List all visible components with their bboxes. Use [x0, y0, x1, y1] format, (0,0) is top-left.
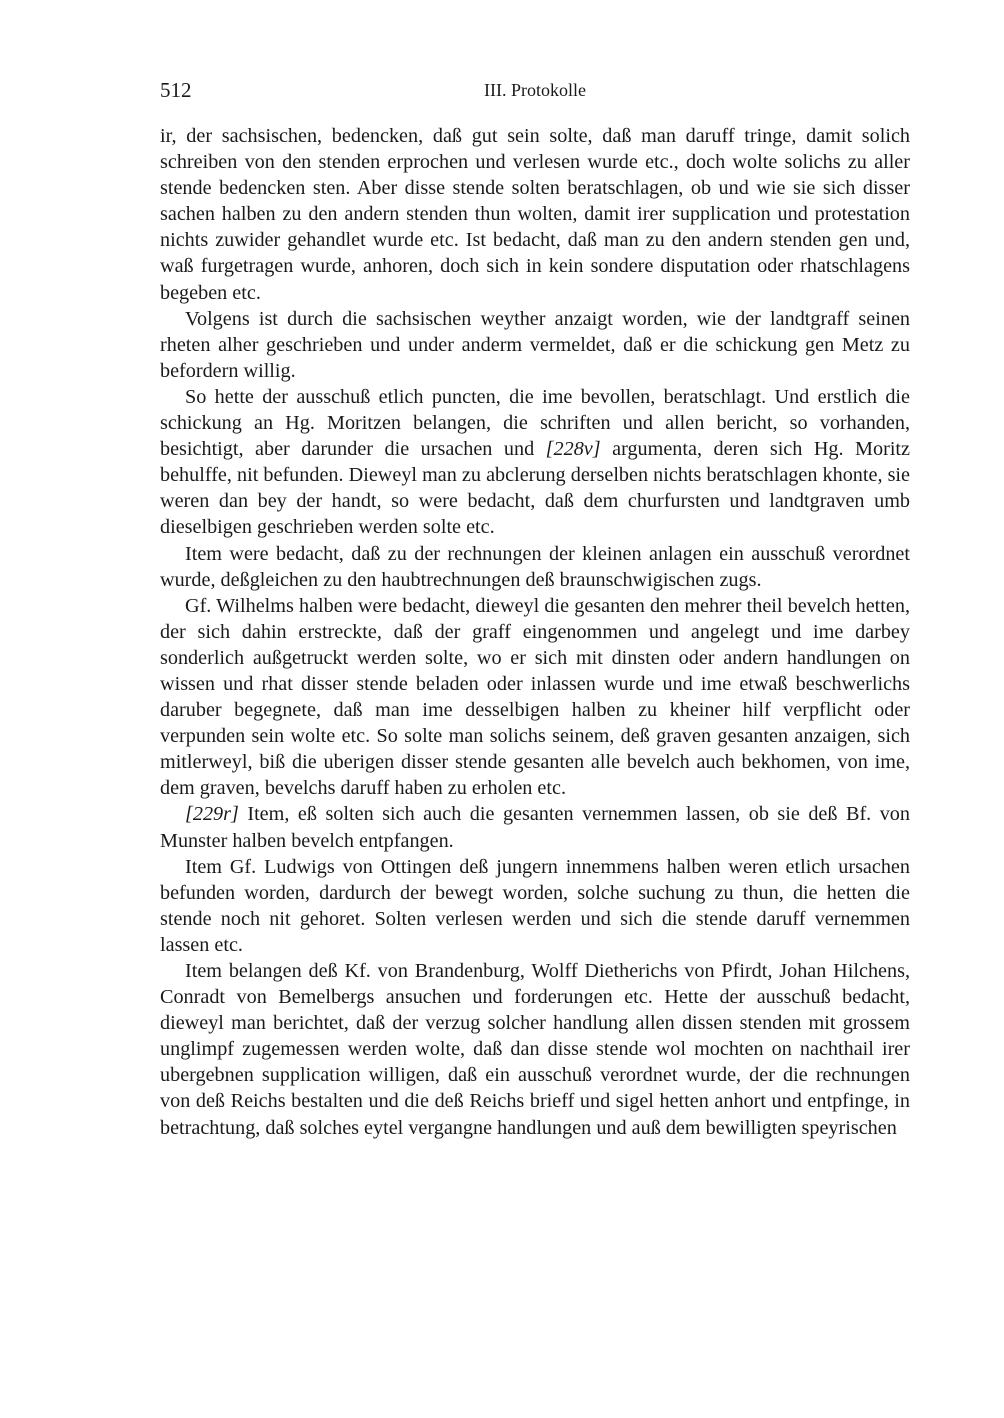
paragraph-text: argumenta, deren sich Hg. Moritz behulffe, nit befunden. Dieweyl man zu abclerung derselben nichts beratschlagen khonte, sie weren dan bey der handt, so were bedacht, daß dem churfursten und landtgraven umb dieselbigen geschrieben werden solte etc.: [160, 438, 911, 539]
document-page: [160, 78, 910, 1141]
body-text: [160, 123, 910, 1141]
folio-marker: [228v]: [545, 438, 601, 461]
paragraph-text: Volgens ist durch die sachsischen weyther anzaigt worden, wie der landtgraff seinen rheten alher geschrieben und under anderm vermeldet, daß er die schickung gen Metz zu befordern willig.: [160, 307, 910, 382]
paragraph-text: Item Gf. Ludwigs von Ottingen deß jungern innemmens halben weren etlich ursachen befunden worden, dardurch der bewegt worden, solche suchung zu thun, die hetten die stende noch nit gehoret. Solten verlesen werden und sich die stende daruff vernemmen lassen etc.: [160, 855, 910, 956]
paragraph-text: Gf. Wilhelms halben were bedacht, dieweyl die gesanten den mehrer theil bevelch hetten, der sich dahin erstreckte, daß der graff eingenommen und angelegt und ime darbey sonderlich außgetruckt werden solte, wo er sich mit dinsten oder andern handlungen on wissen und rhat disser stende beladen oder inlassen wurde und ime etwaß beschwerlichs daruber begegnete, daß man ime desselbigen halben zu kheiner hilf verpflicht oder verpunden sein wolte etc. So solte man solichs seinem, deß graven gesanten anzaigen, sich mitlerweyl, biß die uberigen disser stende gesanten alle bevelch auch bekhomen, von ime, dem graven, bevelchs daruff haben zu erholen etc.: [160, 594, 910, 800]
paragraph-text: So hette der ausschuß etlich puncten, die ime bevollen, beratschlagt. Und erstlich die schickung an Hg. Moritzen belangen, die schriften und allen bericht, so vorhanden, besichtigt, aber darunder die ursachen und: [160, 385, 910, 461]
paragraph: [160, 306, 910, 384]
page-number: 512: [160, 78, 192, 102]
paragraph: [160, 593, 910, 802]
paragraph: [160, 384, 910, 541]
paragraph: [160, 541, 910, 593]
paragraph-text: Item were bedacht, daß zu der rechnungen der kleinen anlagen ein ausschuß verordnet wurde, deßgleichen zu den haubtrechnungen deß braunschwigischen zugs.: [160, 542, 910, 591]
folio-marker: [229r]: [185, 803, 239, 826]
paragraph: [160, 801, 910, 853]
paragraph-text: Item belangen deß Kf. von Brandenburg, Wolff Dietherichs von Pfirdt, Johan Hilchens, Conradt von Bemelbergs ansuchen und forderungen etc. Hette der ausschuß bedacht, dieweyl man berichtet, daß der verzug solcher handlung allen dissen stenden mit grossem unglimpf zugemessen werden wolte, daß dan disse stende wol mochten on nachthail irer ubergebnen supplication willigen, daß ein ausschuß verordnet wurde, der die rechnungen von deß Reichs bestalten und die deß Reichs brieff und sigel hetten anhort und entpfinge, in betrachtung, daß solches eytel vergangne handlungen und auß dem bewilligten speyrischen: [160, 960, 910, 1139]
running-title: III. Protokolle: [484, 80, 586, 100]
paragraph: [160, 958, 910, 1141]
paragraph-text: Item, eß solten sich auch die gesanten vernemmen lassen, ob sie deß Bf. von Munster halben bevelch entpfangen.: [160, 803, 910, 852]
paragraph-text: ir, der sachsischen, bedencken, daß gut sein solte, daß man daruff tringe, damit solich schreiben von den stenden erprochen und verlesen wurde etc., doch wolte solichs zu aller stende bedencken sten. Aber disse stende solten beratschlagen, ob und wie sie sich disser sachen halben zu den andern stenden thun wolten, damit irer supplication und protestation nichts zuwider gehandlet wurde etc. Ist bedacht, daß man zu den andern stenden gen und, waß furgetragen wurde, anhoren, doch sich in kein sondere disputation oder rhatschlagens begeben etc.: [160, 125, 910, 304]
paragraph: [160, 854, 910, 958]
running-header: [160, 78, 910, 108]
paragraph: [160, 123, 910, 306]
